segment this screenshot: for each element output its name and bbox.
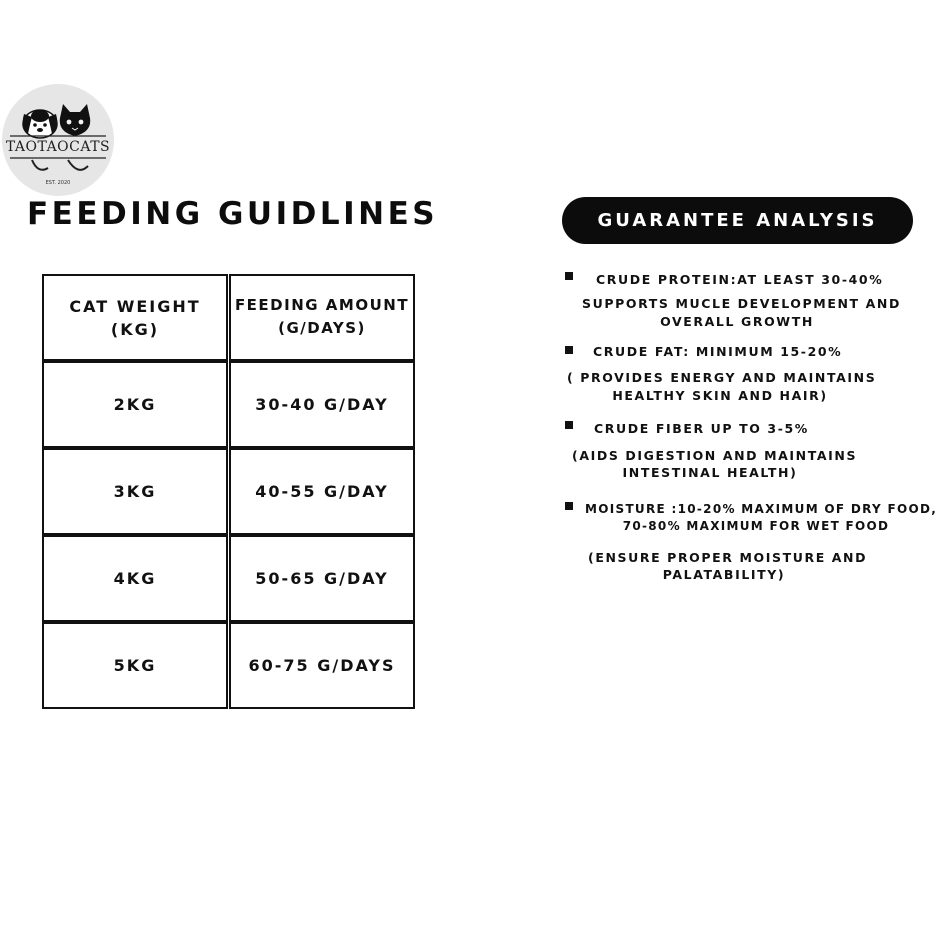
table-cell-amount: 40-55 G/DAY: [229, 448, 415, 535]
header-weight-line1: CAT WEIGHT: [69, 296, 201, 316]
page-title: FEEDING GUIDLINES: [27, 196, 439, 232]
analysis-item-detail: (AIDS DIGESTION AND MAINTAINS: [572, 448, 858, 463]
table-header-weight: [42, 274, 228, 361]
analysis-item-detail: OVERALL GROWTH: [660, 314, 814, 329]
table-cell-weight: 5KG: [42, 622, 228, 709]
bullet-icon: [565, 421, 573, 429]
analysis-item-heading: CRUDE FIBER UP TO 3-5%: [594, 421, 809, 436]
table-cell-weight: 4KG: [42, 535, 228, 622]
analysis-title-badge: GUARANTEE ANALYSIS: [562, 197, 913, 244]
table-cell-weight: 3KG: [42, 448, 228, 535]
analysis-item-heading: MOISTURE :10-20% MAXIMUM OF DRY FOOD,: [585, 502, 938, 516]
analysis-item-detail: ( PROVIDES ENERGY AND MAINTAINS: [567, 370, 877, 385]
header-amount-line1: FEEDING AMOUNT: [234, 296, 410, 314]
analysis-item-heading: CRUDE PROTEIN:AT LEAST 30-40%: [596, 272, 884, 287]
logo-est-text: EST. 2020: [45, 180, 71, 186]
analysis-item-detail: HEALTHY SKIN AND HAIR): [612, 388, 828, 403]
analysis-item-detail: INTESTINAL HEALTH): [622, 465, 798, 480]
analysis-item-detail: PALATABILITY): [662, 567, 786, 582]
analysis-item-heading: CRUDE FAT: MINIMUM 15-20%: [593, 344, 843, 359]
analysis-item-heading-line2: 70-80% MAXIMUM FOR WET FOOD: [622, 519, 890, 533]
header-weight-line2: (KG): [110, 319, 160, 339]
table-cell-amount: 50-65 G/DAY: [229, 535, 415, 622]
analysis-item-detail: (ENSURE PROPER MOISTURE AND: [588, 550, 868, 565]
brand-logo: [2, 84, 114, 196]
bullet-icon: [565, 502, 573, 510]
bullet-icon: [565, 272, 573, 280]
table-cell-amount: 60-75 G/DAYS: [229, 622, 415, 709]
bullet-icon: [565, 346, 573, 354]
table-header-amount: [229, 274, 415, 361]
analysis-item-detail: SUPPORTS MUCLE DEVELOPMENT AND: [582, 296, 901, 311]
table-cell-amount: 30-40 G/DAY: [229, 361, 415, 448]
logo-brand-text: TAOTAOCATS: [5, 139, 111, 155]
header-amount-line2: (G/DAYS): [278, 319, 366, 337]
table-cell-weight: 2KG: [42, 361, 228, 448]
